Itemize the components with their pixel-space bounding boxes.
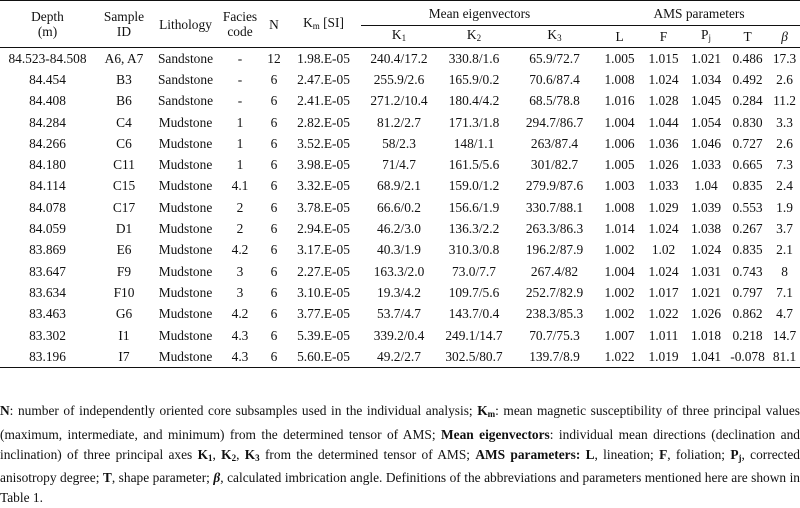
header-pj: $P_j$ — [701, 27, 712, 43]
n-cell: 6 — [270, 114, 278, 130]
sample-id-cell: B3 — [116, 71, 132, 87]
t-cell: 0.797 — [732, 284, 763, 300]
sample-id-cell: G6 — [115, 306, 133, 322]
t-cell: 0.862 — [732, 306, 763, 322]
depth-cell: 84.266 — [29, 135, 66, 151]
table-row — [0, 304, 800, 325]
depth-cell: 84.180 — [29, 157, 66, 173]
header-km: $K_m$ [SI] — [286, 1, 361, 48]
note-km-def: : mean magnetic susceptibility of three principal values (maximum, intermediate, and minimum) from the determined tensor of AMS; — [0, 403, 800, 442]
f-cell: 1.036 — [648, 135, 679, 151]
facies-code-cell: 4.1 — [231, 178, 249, 194]
depth-cell: 84.408 — [29, 93, 66, 109]
facies-code-cell: - — [237, 93, 243, 109]
k3-cell: 294.7/86.7 — [525, 114, 584, 130]
k1-cell: 49.2/2.7 — [361, 346, 437, 368]
k3-cell: 196.2/87.9 — [525, 242, 584, 258]
note-k2: $K_2$ — [221, 446, 237, 463]
depth-cell: 84.114 — [29, 178, 66, 194]
depth-cell: 83.869 — [29, 242, 66, 258]
t-cell: 0.492 — [732, 71, 763, 87]
facies-code-cell: 4.2 — [231, 242, 249, 258]
sample-id-cell: I7 — [95, 346, 153, 368]
n-cell: 6 — [262, 346, 286, 368]
note-t-def: , shape parameter; — [111, 470, 214, 486]
note-km-term: $K_m$ — [477, 403, 496, 419]
l-cell: 1.022 — [598, 346, 641, 368]
facies-code-cell: - — [237, 50, 243, 66]
n-cell: 6 — [270, 306, 278, 322]
note-t-term: T — [102, 470, 112, 486]
km-cell: 3.17.E-05 — [297, 242, 350, 258]
km-cell: 3.32.E-05 — [297, 178, 350, 194]
l-cell: 1.006 — [604, 135, 635, 151]
beta-cell: 11.2 — [773, 93, 796, 109]
km-cell: 5.39.E-05 — [297, 327, 350, 343]
f-cell: 1.028 — [648, 93, 679, 109]
beta-cell: 3.3 — [776, 114, 793, 130]
header-depth: Depth (m) — [0, 1, 95, 48]
table-row — [0, 282, 800, 303]
n-cell: 6 — [270, 199, 278, 215]
t-cell: 0.486 — [732, 50, 763, 66]
beta-cell: 4.7 — [776, 306, 793, 322]
table-row — [0, 261, 800, 282]
beta-cell: 14.7 — [772, 327, 797, 343]
lithology-cell: Mudstone — [158, 221, 213, 237]
table-row — [0, 48, 800, 70]
l-cell: 1.004 — [604, 263, 635, 279]
n-cell: 6 — [270, 242, 278, 258]
lithology-cell: Mudstone — [158, 284, 213, 300]
l-cell: 1.002 — [604, 306, 635, 322]
header-ams-parameters: AMS parameters — [598, 1, 800, 26]
lithology-cell: Mudstone — [158, 306, 213, 322]
lithology-cell: Sandstone — [157, 71, 214, 87]
sample-id-cell: B6 — [116, 93, 132, 109]
k3-cell: 70.6/87.4 — [529, 71, 580, 87]
table-footnote: N: number of independently oriented core subsamples used in the individual analysis; $K_m$: mean magnetic susceptibility of three principal values (maximum, intermediate, and minimum) from the determined tensor of AMS; Mean eigenvectors: individual mean directions (declination and inclination) of three principal axes $K_1$, $K_2$, $K_3$ from the determined tensor of AMS; AMS parameters: L, lineation; F, foliation; $P_j$, corrected anisotropy degree; T, shape parameter; β, calculated imbrication angle. Definitions of the abbreviations and parameters mentioned here are shown in Table 1. — [0, 403, 800, 506]
note-k1: $K_1$ — [197, 446, 213, 463]
k1-cell: 240.4/17.2 — [370, 50, 428, 66]
pj-cell: 1.046 — [690, 135, 722, 151]
pj-cell: 1.045 — [690, 93, 722, 109]
note-eig-def-a: : individual mean directions (declination and inclination) of three principal axes — [0, 426, 800, 462]
k1-cell: 255.9/2.6 — [373, 71, 425, 87]
lithology-cell: Mudstone — [158, 135, 213, 151]
pj-cell: 1.039 — [690, 199, 722, 215]
km-cell: 3.77.E-05 — [297, 306, 350, 322]
f-cell: 1.022 — [648, 306, 679, 322]
k1-cell: 58/2.3 — [382, 135, 416, 151]
lithology-cell: Mudstone — [158, 114, 213, 130]
k1-cell: 163.3/2.0 — [373, 263, 425, 279]
t-cell: 0.835 — [732, 178, 763, 194]
k1-cell: 66.6/0.2 — [377, 199, 421, 215]
depth-cell: 83.463 — [29, 306, 66, 322]
beta-cell: 1.9 — [776, 199, 793, 215]
k3-cell: 238.3/85.3 — [525, 306, 584, 322]
n-cell: 6 — [270, 178, 278, 194]
depth-cell: 83.196 — [0, 346, 95, 368]
n-cell: 6 — [270, 327, 278, 343]
depth-cell: 84.059 — [29, 221, 66, 237]
f-cell: 1.024 — [648, 221, 679, 237]
depth-cell: 83.634 — [29, 284, 66, 300]
header-k3: $K_3$ — [547, 27, 562, 43]
depth-cell: 84.523-84.508 — [8, 50, 87, 66]
k3-cell: 252.7/82.9 — [525, 284, 584, 300]
note-beta-term: β — [213, 470, 221, 486]
pj-cell: 1.041 — [686, 346, 726, 368]
k2-cell: 136.3/2.2 — [448, 221, 500, 237]
beta-cell: 81.1 — [769, 346, 800, 368]
table-row — [0, 176, 800, 197]
sample-id-cell: F9 — [116, 263, 132, 279]
km-cell: 2.82.E-05 — [297, 114, 350, 130]
table-row — [0, 133, 800, 154]
facies-code-cell: 3 — [236, 284, 244, 300]
km-cell: 5.60.E-05 — [286, 346, 361, 368]
facies-code-cell: 1 — [236, 157, 244, 173]
km-cell: 2.27.E-05 — [297, 263, 350, 279]
km-cell: 3.10.E-05 — [297, 284, 350, 300]
k3-cell: 267.4/82 — [530, 263, 579, 279]
f-cell: 1.017 — [648, 284, 679, 300]
lithology-cell: Mudstone — [158, 199, 213, 215]
pj-cell: 1.024 — [690, 242, 722, 258]
k3-cell: 279.9/87.6 — [525, 178, 584, 194]
f-cell: 1.015 — [648, 50, 679, 66]
sample-id-cell: I1 — [118, 327, 130, 343]
pj-cell: 1.031 — [690, 263, 722, 279]
header-k2: $K_2$ — [466, 27, 482, 43]
k2-cell: 109.7/5.6 — [448, 284, 500, 300]
n-cell: 6 — [270, 135, 278, 151]
t-cell: 0.830 — [732, 114, 763, 130]
k2-cell: 143.7/0.4 — [448, 306, 500, 322]
t-cell: 0.727 — [732, 135, 763, 151]
header-facies-code: Facies code — [218, 1, 262, 48]
f-cell: 1.024 — [648, 71, 679, 87]
f-cell: 1.024 — [648, 263, 679, 279]
depth-cell: 83.647 — [29, 263, 66, 279]
facies-code-cell: 4.3 — [218, 346, 262, 368]
n-cell: 6 — [270, 284, 278, 300]
sample-id-cell: C11 — [113, 157, 135, 173]
f-cell: 1.026 — [648, 157, 679, 173]
lithology-cell: Mudstone — [158, 327, 213, 343]
lithology-cell: Mudstone — [158, 178, 213, 194]
beta-cell: 2.6 — [776, 71, 793, 87]
pj-cell: 1.018 — [690, 327, 722, 343]
l-cell: 1.003 — [604, 178, 635, 194]
l-cell: 1.016 — [604, 93, 635, 109]
note-n-def: : number of independently oriented core subsamples used in the individual analysis; — [9, 403, 478, 418]
k2-cell: 156.6/1.9 — [448, 199, 500, 215]
t-cell: 0.835 — [732, 242, 763, 258]
depth-cell: 84.454 — [29, 71, 66, 87]
table-row — [0, 325, 800, 346]
l-cell: 1.014 — [604, 221, 635, 237]
km-cell: 2.41.E-05 — [297, 93, 350, 109]
l-cell: 1.008 — [604, 199, 635, 215]
note-ams-term: AMS parameters: L — [475, 446, 595, 462]
n-cell: 6 — [270, 263, 278, 279]
k1-cell: 271.2/10.4 — [370, 93, 428, 109]
header-n: N — [262, 1, 286, 48]
depth-cell: 83.302 — [29, 327, 66, 343]
table-row — [0, 154, 800, 175]
n-cell: 6 — [270, 93, 278, 109]
km-cell: 3.98.E-05 — [297, 157, 350, 173]
k3-cell: 330.7/88.1 — [525, 199, 584, 215]
t-cell: 0.743 — [732, 263, 763, 279]
table-row — [0, 112, 800, 133]
k3-cell: 301/82.7 — [530, 157, 579, 173]
beta-cell: 3.7 — [776, 221, 793, 237]
sample-id-cell: A6, A7 — [104, 50, 144, 66]
n-cell: 6 — [270, 71, 278, 87]
facies-code-cell: 3 — [236, 263, 244, 279]
k2-cell: 302.5/80.7 — [437, 346, 511, 368]
facies-code-cell: 1 — [236, 114, 244, 130]
facies-code-cell: 2 — [236, 221, 244, 237]
km-cell: 2.47.E-05 — [297, 71, 350, 87]
table-row — [0, 69, 800, 90]
header-beta: β — [781, 29, 788, 44]
table-row — [0, 91, 800, 112]
k2-cell: 73.0/7.7 — [452, 263, 496, 279]
k1-cell: 81.2/2.7 — [377, 114, 421, 130]
sample-id-cell: C6 — [116, 135, 132, 151]
depth-cell: 84.078 — [29, 199, 66, 215]
k2-cell: 180.4/4.2 — [448, 93, 500, 109]
l-cell: 1.007 — [604, 327, 635, 343]
t-cell: 0.218 — [732, 327, 763, 343]
f-cell: 1.02 — [651, 242, 676, 258]
k2-cell: 310.3/0.8 — [448, 242, 500, 258]
note-eig-term: Mean eigenvectors — [440, 426, 550, 442]
sample-id-cell: C15 — [112, 178, 136, 194]
k3-cell: 68.5/78.8 — [529, 93, 580, 109]
k3-cell: 65.9/72.7 — [529, 50, 580, 66]
beta-cell: 2.4 — [776, 178, 793, 194]
note-f-def: , foliation; — [667, 446, 731, 462]
k1-cell: 40.3/1.9 — [377, 242, 421, 258]
lithology-cell: Mudstone — [158, 157, 213, 173]
km-cell: 2.94.E-05 — [297, 221, 350, 237]
k2-cell: 249.1/14.7 — [445, 327, 503, 343]
note-beta-def: , calculated imbrication angle. Definitions of the abbreviations and parameters mentioned here are shown in Table 1. — [0, 470, 800, 506]
pj-cell: 1.04 — [694, 178, 718, 194]
k3-cell: 139.7/8.9 — [511, 346, 598, 368]
k3-cell: 263/87.4 — [530, 135, 579, 151]
beta-cell: 17.3 — [772, 50, 797, 66]
t-cell: 0.665 — [732, 157, 763, 173]
sample-id-cell: F10 — [113, 284, 135, 300]
note-ams-def: , lineation; — [594, 446, 660, 462]
beta-cell: 8 — [781, 263, 788, 279]
l-cell: 1.002 — [604, 284, 635, 300]
l-cell: 1.002 — [604, 242, 635, 258]
beta-cell: 2.6 — [776, 135, 793, 151]
n-cell: 6 — [270, 221, 278, 237]
header-f: F — [659, 29, 668, 44]
f-cell: 1.033 — [648, 178, 679, 194]
k2-cell: 159.0/1.2 — [448, 178, 500, 194]
n-cell: 12 — [267, 50, 281, 66]
pj-cell: 1.026 — [690, 306, 722, 322]
l-cell: 1.005 — [604, 157, 635, 173]
pj-cell: 1.054 — [690, 114, 722, 130]
f-cell: 1.044 — [648, 114, 679, 130]
k3-cell: 70.7/75.3 — [529, 327, 580, 343]
sample-id-cell: C17 — [112, 199, 136, 215]
note-pj-term: $P_j$ — [730, 446, 742, 463]
header-lithology: Lithology — [153, 1, 218, 48]
k2-cell: 148/1.1 — [453, 135, 495, 151]
lithology-cell: Mudstone — [158, 263, 213, 279]
beta-cell: 7.3 — [776, 157, 793, 173]
f-cell: 1.029 — [648, 199, 679, 215]
sample-id-cell: D1 — [115, 221, 133, 237]
t-cell: 0.553 — [732, 199, 763, 215]
facies-code-cell: 4.3 — [231, 327, 249, 343]
km-cell: 3.52.E-05 — [297, 135, 350, 151]
lithology-cell: Mudstone — [158, 242, 213, 258]
note-pj-def: , corrected anisotropy degree; — [0, 446, 800, 486]
beta-cell: 7.1 — [776, 284, 793, 300]
beta-cell: 2.1 — [776, 242, 793, 258]
note-k3: $K_3$ — [244, 446, 260, 463]
header-mean-eigenvectors: Mean eigenvectors — [361, 1, 598, 26]
t-cell: -0.078 — [726, 346, 769, 368]
pj-cell: 1.021 — [690, 284, 722, 300]
k1-cell: 68.9/2.1 — [377, 178, 421, 194]
n-cell: 6 — [270, 157, 278, 173]
l-cell: 1.008 — [604, 71, 635, 87]
pj-cell: 1.038 — [690, 221, 722, 237]
f-cell: 1.011 — [648, 327, 679, 343]
pj-cell: 1.021 — [690, 50, 722, 66]
k1-cell: 71/4.7 — [382, 157, 416, 173]
table-row — [0, 346, 800, 368]
facies-code-cell: - — [237, 71, 243, 87]
note-n-term: N — [0, 403, 10, 418]
header-k1: $K_1$ — [391, 27, 407, 43]
t-cell: 0.267 — [732, 221, 763, 237]
facies-code-cell: 2 — [236, 199, 244, 215]
k1-cell: 46.2/3.0 — [377, 221, 421, 237]
sample-id-cell: C4 — [116, 114, 132, 130]
lithology-cell: Sandstone — [157, 93, 214, 109]
k2-cell: 165.9/0.2 — [448, 71, 500, 87]
header-row-main — [0, 1, 800, 26]
header-t: T — [743, 29, 752, 44]
table-row — [0, 240, 800, 261]
km-cell: 1.98.E-05 — [297, 50, 350, 66]
l-cell: 1.004 — [604, 114, 635, 130]
facies-code-cell: 4.2 — [231, 306, 249, 322]
pj-cell: 1.034 — [690, 71, 722, 87]
header-l: L — [615, 29, 624, 44]
lithology-cell: Mudstone — [153, 346, 218, 368]
sample-id-cell: E6 — [116, 242, 132, 258]
t-cell: 0.284 — [732, 93, 763, 109]
header-sample-id: Sample ID — [95, 1, 153, 48]
k1-cell: 339.2/0.4 — [373, 327, 425, 343]
facies-code-cell: 1 — [236, 135, 244, 151]
l-cell: 1.005 — [604, 50, 635, 66]
km-cell: 3.78.E-05 — [297, 199, 350, 215]
table-row — [0, 218, 800, 239]
k2-cell: 330.8/1.6 — [448, 50, 500, 66]
k2-cell: 161.5/5.6 — [448, 157, 500, 173]
k1-cell: 19.3/4.2 — [377, 284, 421, 300]
lithology-cell: Sandstone — [157, 50, 214, 66]
f-cell: 1.019 — [641, 346, 686, 368]
note-eig-def-b: from the determined tensor of AMS; — [259, 446, 476, 462]
note-f-term: F — [659, 446, 668, 462]
k3-cell: 263.3/86.3 — [525, 221, 584, 237]
k1-cell: 53.7/4.7 — [377, 306, 421, 322]
table-body — [0, 48, 800, 368]
k2-cell: 171.3/1.8 — [448, 114, 500, 130]
pj-cell: 1.033 — [690, 157, 722, 173]
depth-cell: 84.284 — [29, 114, 66, 130]
table-row — [0, 197, 800, 218]
